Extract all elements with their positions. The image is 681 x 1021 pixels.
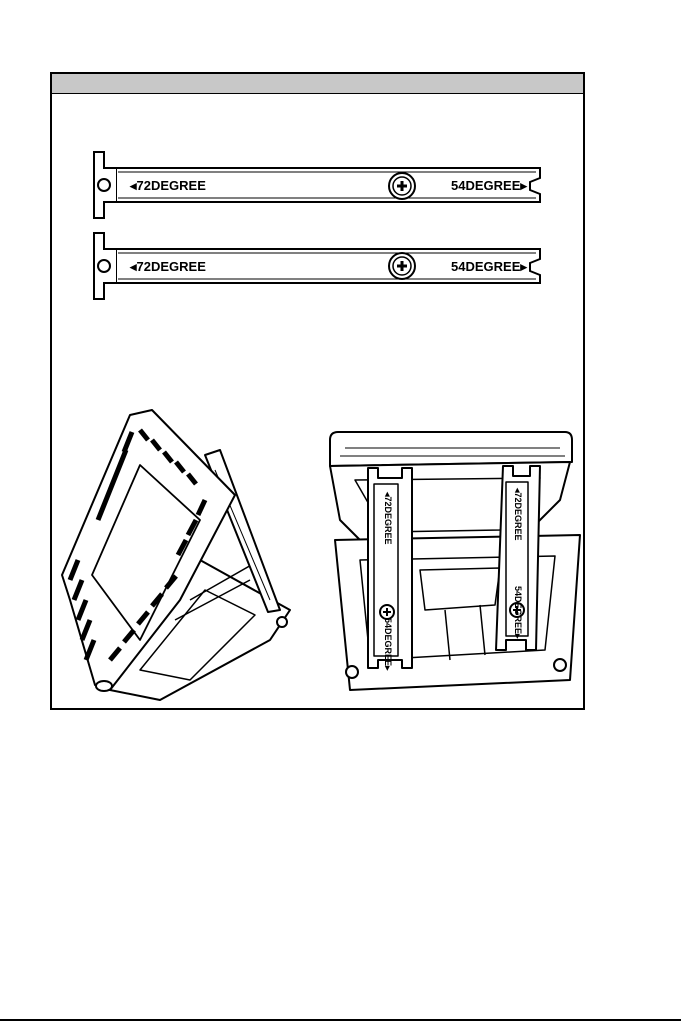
stand-rear-view — [330, 432, 580, 690]
strip-right-label-top: ◂72DEGREE — [513, 488, 523, 541]
strip-left-label-top: ◂72DEGREE — [383, 492, 393, 545]
strip-left-label-bottom: 54DEGREE▸ — [383, 618, 393, 671]
bar-top-right-label: 54DEGREE▸ — [451, 178, 527, 193]
bar-bottom-left-label: ◂72DEGREE — [130, 259, 206, 274]
stand-side-view — [62, 410, 290, 700]
strip-right-label-bottom: 54DEGREE▸ — [513, 586, 523, 639]
bar-top-left-label: ◂72DEGREE — [130, 178, 206, 193]
bar-bottom-right-label: 54DEGREE▸ — [451, 259, 527, 274]
